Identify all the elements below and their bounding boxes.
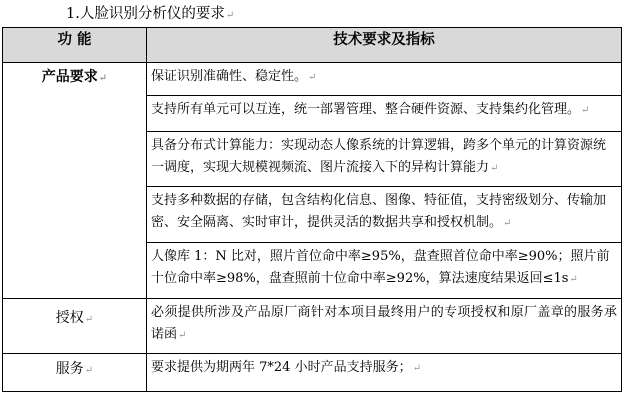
list-item: 支持多种数据的存储，包含结构化信息、图像、特征值，支持密级划分、传输加密、安全隔离、实时审计，提供灵活的数据共享和授权机制。↵ <box>147 187 621 243</box>
paragraph-mark-icon: ↵ <box>581 105 590 116</box>
header-requirements: 技术要求及指标 <box>147 28 622 63</box>
paragraph-mark-icon: ↵ <box>503 218 512 229</box>
header-function: 功 能 <box>3 28 147 63</box>
document-heading <box>66 4 234 26</box>
requirements-cell-product <box>147 63 622 299</box>
function-cell-product <box>3 63 147 299</box>
paragraph-mark-icon: ↵ <box>490 163 499 174</box>
function-label: 授权 <box>55 310 84 326</box>
function-label: 服务 <box>55 361 84 377</box>
paragraph-mark-icon: ↵ <box>178 330 187 341</box>
list-item: 保证识别准确性、稳定性。↵ <box>147 63 621 96</box>
requirement-list <box>147 63 621 298</box>
paragraph-mark-icon: ↵ <box>412 363 421 374</box>
function-cell-service <box>3 354 147 392</box>
paragraph-mark-icon: ↵ <box>98 73 108 84</box>
list-item: 人像库 1：N 比对，照片首位命中率≥95%，盘查照首位命中率≥90%；照片前十位命中率≥98%，盘查照前十位命中率≥92%，算法速度结果返回≤1s↵ <box>151 249 610 286</box>
paragraph-mark-icon: ↵ <box>569 274 578 285</box>
list-item: 支持所有单元可以互连，统一部署管理、整合硬件资源、支持集约化管理。↵ <box>147 96 621 132</box>
heading-text: 1.人脸识别分析仪的要求 <box>66 6 225 22</box>
paragraph-mark-icon: ↵ <box>84 365 94 376</box>
table-row-authorization <box>3 299 622 354</box>
table-row-service <box>3 354 622 392</box>
paragraph-mark-icon: ↵ <box>84 314 94 325</box>
function-cell-authorization <box>3 299 147 354</box>
paragraph-mark-icon: ↵ <box>308 72 317 83</box>
table-row-product <box>3 63 622 299</box>
requirements-cell-service: 要求提供为期两年 7*24 小时产品支持服务；↵ <box>147 354 622 392</box>
function-label: 产品要求 <box>41 69 98 85</box>
list-item: 具备分布式计算能力：实现动态人像系统的计算逻辑，跨多个单元的计算资源统一调度，实现大规模视频流、图片流接入下的异构计算能力↵ <box>147 132 621 187</box>
table-header-row <box>3 28 622 63</box>
requirements-table <box>2 27 622 392</box>
paragraph-mark-icon: ↵ <box>225 10 235 21</box>
requirements-cell-authorization: 必须提供所涉及产品原厂商针对本项目最终用户的专项授权和原厂盖章的服务承诺函↵ <box>147 299 622 354</box>
